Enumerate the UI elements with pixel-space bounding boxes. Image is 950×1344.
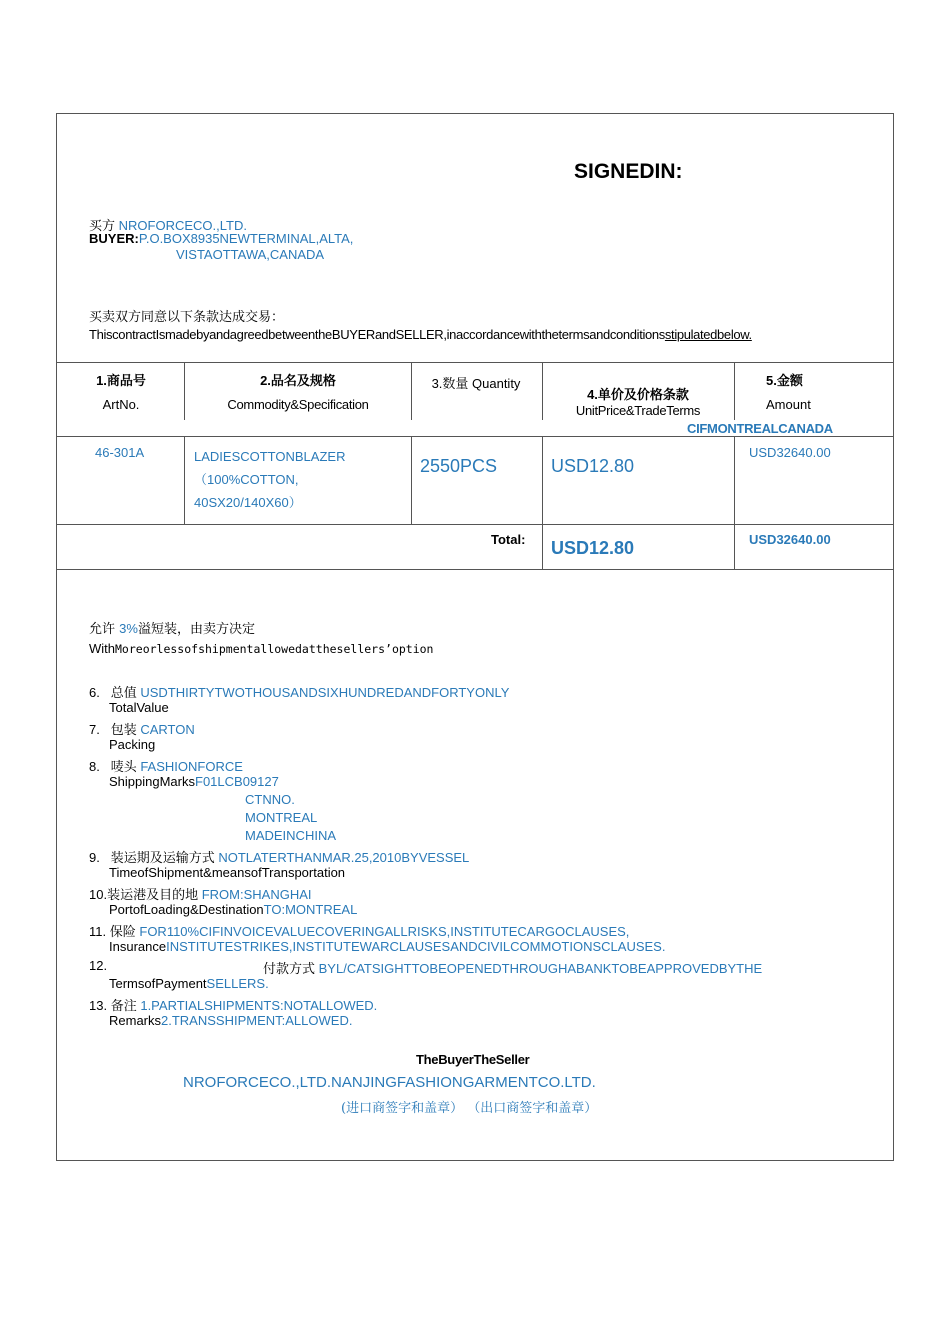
term-10-en [109, 902, 357, 917]
agreement-en [89, 327, 752, 342]
term-num: 9. [89, 850, 100, 865]
col-commodity-en: Commodity&Specification [227, 397, 369, 412]
term-num: 13. [89, 998, 108, 1013]
shipping-mark-line: CTNNO. [245, 792, 295, 807]
term-num: 6. [89, 685, 100, 700]
buyer-en-label: BUYER: [89, 231, 139, 246]
row-divider-3 [542, 436, 543, 569]
row-divider-4 [734, 436, 735, 569]
total-label: Total: [491, 532, 526, 547]
signed-in-title: SIGNEDIN: [574, 160, 683, 183]
term-en-value: INSTITUTESTRIKES,INSTITUTEWARCLAUSESANDCIVILCOMMOTIONSCLAUSES. [166, 939, 666, 954]
row-art-no: 46-301A [95, 445, 145, 460]
buyer-name: NROFORCECO.,LTD. [118, 218, 247, 233]
term-9 [89, 847, 469, 866]
col-divider-4 [734, 362, 735, 420]
row-divider-2 [411, 436, 412, 524]
shipping-mark-line: MONTREAL [245, 810, 318, 825]
term-9-en: TimeofShipment&meansofTransportation [109, 865, 346, 880]
total-unit-price: USD12.80 [551, 538, 635, 558]
col-artno-en: ArtNo. [102, 397, 140, 412]
allowance-en-prefix: With [89, 641, 115, 656]
term-cn: 保险 [109, 925, 136, 940]
signature-seals: (进口商签字和盖章） （出口商签字和盖章） [341, 1101, 598, 1116]
allowance-cn-prefix: 允许 [89, 622, 116, 637]
term-6-en: TotalValue [109, 700, 169, 715]
allowance-cn-suffix: 溢短装，由卖方决定 [137, 622, 255, 637]
term-value: NOTLATERTHANMAR.25,2010BYVESSEL [218, 850, 470, 865]
term-cn: 包装 [110, 723, 137, 738]
row-commodity-1: LADIESCOTTONBLAZER [194, 449, 346, 464]
col-unitprice-en: UnitPrice&TradeTerms [575, 403, 701, 418]
row-divider-1 [184, 436, 185, 524]
buyer-cn-label: 买方 [89, 219, 116, 234]
term-8-en [109, 774, 279, 789]
term-value: 1.PARTIALSHIPMENTS:NOTALLOWED. [140, 998, 378, 1013]
col-amount-en: Amount [766, 397, 811, 412]
term-value: BYL/CATSIGHTTOBEOPENEDTHROUGHABANKTOBEAPPROVEDBYTHE [318, 961, 763, 976]
col-amount-cn: 5.金额 [766, 373, 803, 388]
term-num: 8. [89, 759, 100, 774]
allowance-en-rest: Moreorlessofshipmentallowedatthesellers’option [115, 642, 434, 656]
term-8 [89, 756, 243, 775]
table-top-rule [56, 362, 894, 363]
term-value: USDTHIRTYTWOTHOUSANDSIXHUNDREDANDFORTYONLY [140, 685, 510, 700]
term-12-num: 12. [89, 958, 108, 973]
term-13 [89, 995, 377, 1014]
agreement-en-main: ThiscontractIsmadebyandagreedbetweentheBUYERandSELLER,inaccordancewiththetermsandconditions [89, 327, 665, 342]
term-12 [263, 958, 762, 977]
term-cn: 总值 [110, 686, 137, 701]
term-value: FROM:SHANGHAI [201, 887, 312, 902]
term-cn: 付款方式 [263, 962, 316, 977]
col-quantity: 3.数量 Quantity [431, 376, 521, 391]
buyer-address-1: P.O.BOX8935NEWTERMINAL,ALTA, [138, 231, 354, 246]
trade-term: CIFMONTREALCANADA [687, 421, 833, 436]
term-en: PortofLoading&Destination [109, 902, 264, 917]
row-commodity-3: 40SX20/140X60） [194, 495, 302, 510]
row-commodity-2: （100%COTTON, [194, 472, 299, 487]
col-divider-1 [184, 362, 185, 420]
term-11 [89, 921, 629, 940]
term-12-en [109, 976, 269, 991]
signature-parties-names: NROFORCECO.,LTD.NANJINGFASHIONGARMENTCO.LTD. [183, 1074, 596, 1091]
term-11-en [109, 939, 665, 954]
term-cn: 备注 [110, 999, 137, 1014]
buyer-address-line [89, 231, 353, 246]
term-num: 7. [89, 722, 100, 737]
term-en: Remarks [109, 1013, 162, 1028]
term-value: FOR110%CIFINVOICEVALUECOVERINGALLRISKS,INSTITUTECARGOCLAUSES, [139, 924, 630, 939]
agreement-cn: 买卖双方同意以下条款达成交易： [89, 310, 285, 325]
term-value: FASHIONFORCE [140, 759, 243, 774]
col-artno-cn: 1.商品号 [96, 373, 146, 388]
row-unit-price: USD12.80 [551, 456, 635, 476]
term-num: 10. [89, 887, 108, 902]
term-en-value: TO:MONTREAL [263, 902, 358, 917]
allowance-en [89, 641, 434, 656]
signature-parties-label: TheBuyerTheSeller [416, 1052, 530, 1067]
term-en: TermsofPayment [109, 976, 207, 991]
term-en: ShippingMarks [109, 774, 195, 789]
term-en-value: F01LCB09127 [195, 774, 279, 789]
allowance-cn [89, 618, 255, 637]
term-13-en [109, 1013, 352, 1028]
table-total-bottom-rule [56, 569, 894, 570]
term-value: CARTON [140, 722, 195, 737]
table-row-bottom-rule [56, 524, 894, 525]
term-cn: 装运港及目的地 [107, 888, 199, 903]
term-7 [89, 719, 195, 738]
term-cn: 唛头 [110, 760, 137, 775]
row-quantity: 2550PCS [420, 456, 498, 476]
term-en-value: SELLERS. [206, 976, 269, 991]
col-commodity-cn: 2.品名及规格 [260, 373, 336, 388]
term-en: Insurance [109, 939, 167, 954]
allowance-pct: 3% [119, 621, 138, 636]
term-6 [89, 682, 509, 701]
total-amount: USD32640.00 [749, 532, 831, 547]
buyer-address-2: VISTAOTTAWA,CANADA [176, 247, 325, 262]
agreement-en-underlined: stipulatedbelow. [664, 327, 752, 342]
shipping-mark-line: MADEINCHINA [245, 828, 337, 843]
row-amount: USD32640.00 [749, 445, 831, 460]
term-num: 11. [89, 924, 107, 939]
term-7-en: Packing [109, 737, 156, 752]
col-unitprice-cn: 4.单价及价格条款 [587, 387, 689, 402]
term-10 [89, 884, 312, 903]
term-en-value: 2.TRANSSHIPMENT:ALLOWED. [161, 1013, 353, 1028]
term-cn: 装运期及运输方式 [110, 851, 215, 866]
table-header-bottom-rule [56, 436, 894, 437]
